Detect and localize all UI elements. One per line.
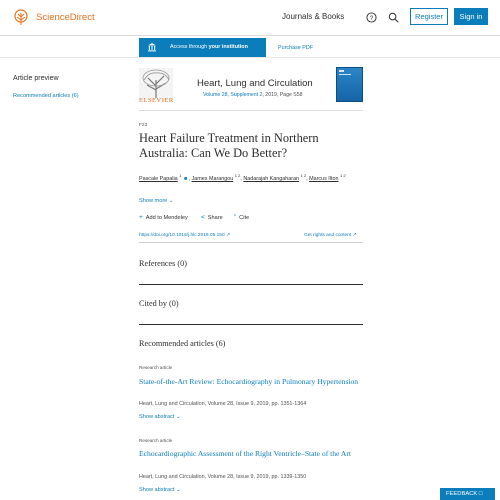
plus-icon: + [139,214,143,221]
doi-link[interactable]: https://doi.org/10.1016/j.hlc.2019.05.150 ↗ [139,233,230,238]
journals-books-link[interactable]: Journals & Books [282,12,345,21]
rights-link[interactable]: Get rights and content ↗ [304,233,357,238]
sidebar-article-preview[interactable]: Article preview [13,75,59,82]
recommended-article-title[interactable]: Echocardiographic Assessment of the Right Ventricle–State of the Art [139,449,352,458]
author-link[interactable]: Nadarajah Kangaharan $^{1 2}$ [243,173,307,182]
share-button[interactable]: < Share [201,214,223,221]
recommended-article-title[interactable]: State-of-the-Art Review: Echocardiography in Pulmonary Hypertension [139,377,359,386]
author-link[interactable]: James Marangou $^{1 2}$ [191,173,241,182]
help-icon[interactable] [366,12,377,23]
access-prefix: Access through [170,44,209,50]
access-bold: your institution [208,44,248,50]
access-bar [0,36,500,58]
add-to-mendeley-button[interactable]: + Add to Mendeley [139,214,188,221]
svg-text:?: ? [369,14,374,22]
chevron-down-icon: ⌄ [168,198,174,204]
references-heading: References (0) [139,259,187,268]
elsevier-wordmark: ELSEVIER [139,97,174,104]
recommended-heading: Recommended articles (6) [139,339,226,348]
article-type-label: Research article [139,438,173,443]
institution-icon [147,42,157,52]
chat-icon: □ [478,491,483,497]
sign-in-button[interactable]: Sign in [454,8,488,25]
sidebar-recommended-link[interactable]: Recommended articles (6) [13,93,79,99]
divider [139,110,363,111]
share-icon: < [201,214,205,221]
top-header [0,0,500,36]
volume-link[interactable]: Volume 28, Supplement 2 [203,92,263,98]
recommended-article-meta: Heart, Lung and Circulation, Volume 28, Issue 9, 2019, pp. 1339-1350 [139,474,307,480]
cite-button[interactable]: ” Cite [234,214,250,221]
journal-meta [203,92,303,98]
author-link[interactable]: Pascale Papalia $^1$ [139,173,182,182]
author-link[interactable]: Marcus Ilton $^{1 2}$ [309,173,346,182]
author-list: Pascale Papalia $^1$ ☻, James Marangou $^{1 2}$, Nadarajah Kangaharan $^{1 2}$, Marcus Ilton $^{1 2}$ [139,173,346,182]
elsevier-tree-logo-icon[interactable] [12,9,30,27]
quote-icon: ” [234,214,237,221]
search-icon[interactable] [388,12,399,23]
show-abstract-button[interactable]: Show abstract ⌄ [139,414,181,420]
person-icon[interactable]: ☻ [182,175,189,182]
article-title: Heart Failure Treatment in Northern Australia: Can We Do Better? [139,131,319,160]
show-abstract-button[interactable]: Show abstract ⌄ [139,487,181,493]
journal-title[interactable]: Heart, Lung and Circulation [197,78,313,89]
journal-cover-image[interactable] [336,67,363,102]
section-divider [139,324,363,325]
article-type-label: Research article [139,365,173,370]
chevron-down-icon: ⌄ [176,414,181,420]
access-institution-button[interactable] [139,38,266,57]
divider [139,242,363,243]
cover-art-icon [337,68,364,103]
register-button[interactable]: Register [410,8,448,25]
cited-by-heading: Cited by (0) [139,299,179,308]
show-more-button[interactable]: Show more ⌄ [139,198,174,204]
recommended-article-meta: Heart, Lung and Circulation, Volume 28, Issue 9, 2019, pp. 1351-1364 [139,401,307,407]
volume-rest: , 2019, Page S58 [262,92,303,98]
chevron-down-icon: ⌄ [176,487,181,493]
section-divider [139,284,363,285]
feedback-button[interactable]: FEEDBACK □ [440,488,495,500]
purchase-pdf-link[interactable]: Purchase PDF [278,45,314,51]
article-code: F23 [139,123,148,128]
sciencedirect-brand[interactable]: ScienceDirect [36,12,95,23]
